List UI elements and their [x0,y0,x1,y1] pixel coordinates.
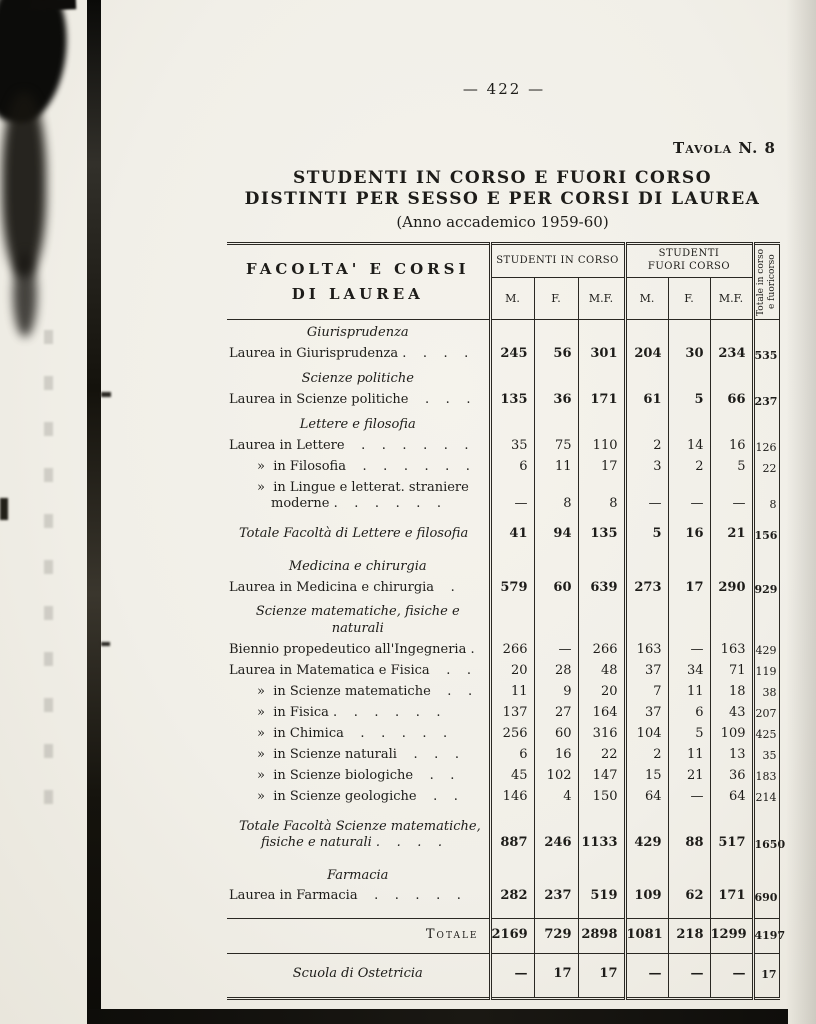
cell-value [625,366,668,391]
cell-value: 266 [490,640,534,661]
cell-value: 9 [534,682,578,703]
cell-value [710,412,753,437]
cell-value [578,599,625,640]
cell-value: 36 [710,766,753,787]
cell-value: 135 [490,391,534,412]
row-label: » in Chimica . . . . . [227,724,490,745]
cell-value: — [625,479,668,516]
cell-value: 21 [710,515,753,553]
cell-value: — [668,640,710,661]
table-row [227,366,779,391]
table-row [227,724,779,745]
cell-value: 27 [534,703,578,724]
cell-value: 234 [710,345,753,366]
row-label: Totale Facoltà di Lettere e filosofia [227,515,490,553]
cell-value: 11 [668,745,710,766]
cell-value [625,320,668,345]
cell-value: 156 [753,515,779,553]
cell-value [534,599,578,640]
cell-value [753,412,779,437]
cell-value [490,366,534,391]
total-column-header-text: Totale in corso e fuoricorso [755,248,777,316]
cell-value: 535 [753,345,779,366]
table-header [227,244,779,320]
cell-value: 2 [625,745,668,766]
cell-value: 15 [625,766,668,787]
cell-value [753,599,779,640]
scan-dash-2 [101,642,110,646]
cell-value [490,599,534,640]
table-row [227,640,779,661]
cell-value [490,320,534,345]
cell-value: — [534,640,578,661]
cell-value: — [490,479,534,516]
cell-value [534,320,578,345]
cell-value: 104 [625,724,668,745]
cell-value: 109 [710,724,753,745]
cell-value: 929 [753,578,779,599]
cell-value: 64 [625,787,668,808]
cell-value: 17 [534,953,578,998]
row-label: Laurea in Lettere . . . . . . [227,437,490,458]
cell-value: 17 [753,953,779,998]
tavola-label: Tavola N. 8 [673,139,776,157]
cell-value: — [710,953,753,998]
cell-value: 429 [753,640,779,661]
cell-value [625,553,668,578]
cell-value [534,412,578,437]
table-row [227,682,779,703]
cell-value [668,862,710,887]
cell-value: 18 [710,682,753,703]
cell-value [710,366,753,391]
table-row [227,437,779,458]
cell-value: 579 [490,578,534,599]
cell-value: 8 [534,479,578,516]
cell-value: 8 [578,479,625,516]
cell-value: 17 [578,458,625,479]
cell-value [625,412,668,437]
cell-value: 75 [534,437,578,458]
scan-smudges [44,330,53,810]
row-label: Totale Facoltà Scienze matematiche, fisiche e naturali . . . . [227,808,490,863]
cell-value: 4197 [753,918,779,953]
row-label: » in Scienze biologiche . . [227,766,490,787]
cell-value: 3 [625,458,668,479]
cell-value: 1650 [753,808,779,863]
cell-value [578,862,625,887]
page-edge-shade [786,0,816,1024]
cell-value: 109 [625,887,668,918]
cell-value [753,366,779,391]
table-row [227,953,779,998]
table-row [227,918,779,953]
cell-value: 45 [490,766,534,787]
cell-value: — [490,953,534,998]
cell-value: 4 [534,787,578,808]
cell-value: 22 [753,458,779,479]
table-row [227,766,779,787]
cell-value: 20 [578,682,625,703]
cell-value: 690 [753,887,779,918]
subcol-f-2: F. [668,277,710,319]
cell-value: 17 [578,953,625,998]
row-label: Laurea in Farmacia . . . . . [227,887,490,918]
cell-value [668,320,710,345]
cell-value: 301 [578,345,625,366]
cell-value: 60 [534,724,578,745]
table-body [227,320,786,999]
cell-value: 16 [710,437,753,458]
cell-value: 71 [710,661,753,682]
cell-value: 38 [753,682,779,703]
table-row [227,862,779,887]
table-row [227,412,779,437]
table-row [227,578,779,599]
cell-value: 256 [490,724,534,745]
title-line-1: STUDENTI IN CORSO E FUORI CORSO [292,168,713,188]
table-row [227,553,779,578]
cell-value [578,366,625,391]
cell-value: 66 [710,391,753,412]
cell-value: 519 [578,887,625,918]
cell-value: 266 [578,640,625,661]
cell-value: 245 [490,345,534,366]
cell-value: 2898 [578,918,625,953]
cell-value: 11 [668,682,710,703]
table-row [227,320,779,345]
table-row [227,391,779,412]
cell-value: 37 [625,703,668,724]
cell-value: 36 [534,391,578,412]
table-row [227,515,779,553]
row-label: » in Lingue e letterat. straniere moderne . . . . . . [227,479,490,516]
cell-value [710,599,753,640]
subcol-mf-2: M.F. [710,277,753,319]
cell-value [753,320,779,345]
cell-value: 1299 [710,918,753,953]
row-label: Totale [227,918,490,953]
cell-value: — [668,479,710,516]
cell-value: 5 [668,724,710,745]
cell-value: 135 [578,515,625,553]
row-label: Scienze matematiche, fisiche e naturali [227,599,490,640]
scan-mark-left [0,498,8,520]
cell-value: 11 [534,458,578,479]
binding-strip [87,0,101,1024]
subcol-f-1: F. [534,277,578,319]
cell-value [710,862,753,887]
cell-value [578,320,625,345]
students-table [227,242,786,1000]
cell-value [534,553,578,578]
row-label: » in Filosofia . . . . . . [227,458,490,479]
cell-value: 64 [710,787,753,808]
row-label: Laurea in Giurisprudenza . . . . [227,345,490,366]
cell-value: — [625,953,668,998]
table-row [227,458,779,479]
binding-shadow-mid [2,92,46,277]
cell-value: 2 [668,458,710,479]
row-label: Medicina e chirurgia [227,553,490,578]
cell-value: 183 [753,766,779,787]
cell-value: 517 [710,808,753,863]
cell-value: 28 [534,661,578,682]
cell-value: 30 [668,345,710,366]
subtitle: (Anno accademico 1959-60) [396,213,609,231]
table-row [227,599,779,640]
cell-value: 56 [534,345,578,366]
cell-value: 7 [625,682,668,703]
row-label: Laurea in Scienze politiche . . . [227,391,490,412]
cell-value: 5 [668,391,710,412]
cell-value [490,412,534,437]
scan-mark-top [30,0,76,11]
table-row [227,661,779,682]
cell-value: 137 [490,703,534,724]
scan-dash-1 [101,392,111,397]
page-number: — 422 — [462,80,546,98]
cell-value [668,366,710,391]
title-block [160,168,816,231]
cell-value: 171 [710,887,753,918]
cell-value: 147 [578,766,625,787]
cell-value: 2169 [490,918,534,953]
row-label: » in Scienze naturali . . . [227,745,490,766]
cell-value: 163 [625,640,668,661]
cell-value: 35 [753,745,779,766]
cell-value: 48 [578,661,625,682]
cell-value: 5 [710,458,753,479]
cell-value [578,412,625,437]
group-fuori-corso-header: STUDENTI FUORI CORSO [625,244,753,278]
table-row [227,745,779,766]
cell-value: 639 [578,578,625,599]
table-row [227,887,779,918]
cell-value: 5 [625,515,668,553]
cell-value: — [668,953,710,998]
cell-value: 171 [578,391,625,412]
cell-value: 6 [668,703,710,724]
cell-value: 62 [668,887,710,918]
table-row [227,787,779,808]
cell-value [668,599,710,640]
cell-value: 119 [753,661,779,682]
table-row [227,345,779,366]
cell-value: 16 [668,515,710,553]
cell-value [668,553,710,578]
cell-value: 316 [578,724,625,745]
row-label: Farmacia [227,862,490,887]
table-row [227,479,779,516]
cell-value: 146 [490,787,534,808]
cell-value [753,553,779,578]
cell-value: 214 [753,787,779,808]
cell-value: 207 [753,703,779,724]
title-line-2: DISTINTI PER SESSO E PER CORSI DI LAUREA [244,189,761,209]
row-label: » in Scienze matematiche . . [227,682,490,703]
cell-value: 273 [625,578,668,599]
total-column-header [753,244,779,320]
cell-value: 6 [490,745,534,766]
cell-value: 2 [625,437,668,458]
row-label: Biennio propedeutico all'Ingegneria . [227,640,490,661]
subcol-m-2: M. [625,277,668,319]
cell-value: 17 [668,578,710,599]
faculty-column-header [227,244,490,320]
row-label: » in Scienze geologiche . . [227,787,490,808]
cell-value: 425 [753,724,779,745]
cell-value: 729 [534,918,578,953]
cell-value: 6 [490,458,534,479]
cell-value: 14 [668,437,710,458]
cell-value [490,862,534,887]
cell-value: 163 [710,640,753,661]
cell-value: 11 [490,682,534,703]
group-in-corso-header: STUDENTI IN CORSO [490,244,625,278]
cell-value: 35 [490,437,534,458]
row-label: Scuola di Ostetricia [227,953,490,998]
cell-value: 237 [753,391,779,412]
cell-value [534,366,578,391]
cell-value: 150 [578,787,625,808]
cell-value [710,320,753,345]
faculty-header-line1: FACOLTA' E CORSI [245,259,470,278]
cell-value: 37 [625,661,668,682]
cell-value [490,553,534,578]
cell-value [578,553,625,578]
cell-value [710,553,753,578]
row-label: Laurea in Medicina e chirurgia . [227,578,490,599]
cell-value: 282 [490,887,534,918]
cell-value: 41 [490,515,534,553]
table-row [227,703,779,724]
subcol-mf-1: M.F. [578,277,625,319]
cell-value: 43 [710,703,753,724]
cell-value: 34 [668,661,710,682]
cell-value: 204 [625,345,668,366]
cell-value: 8 [753,479,779,516]
cell-value [534,862,578,887]
cell-value: 1081 [625,918,668,953]
cell-value [668,412,710,437]
cell-value: 13 [710,745,753,766]
cell-value: 887 [490,808,534,863]
row-label: » in Fisica . . . . . . [227,703,490,724]
cell-value: 246 [534,808,578,863]
cell-value: 88 [668,808,710,863]
row-label: Scienze politiche [227,366,490,391]
cell-value: 61 [625,391,668,412]
cell-value: 290 [710,578,753,599]
cell-value: 94 [534,515,578,553]
row-label: Lettere e filosofia [227,412,490,437]
cell-value: 126 [753,437,779,458]
cell-value: 102 [534,766,578,787]
cell-value: 1133 [578,808,625,863]
cell-value: 429 [625,808,668,863]
cell-value [753,862,779,887]
cell-value: 20 [490,661,534,682]
cell-value: 164 [578,703,625,724]
cell-value: 218 [668,918,710,953]
cell-value: 237 [534,887,578,918]
cell-value: 110 [578,437,625,458]
cell-value: 60 [534,578,578,599]
faculty-header-line2: DI LAUREA [291,285,424,303]
row-label: Laurea in Matematica e Fisica . . [227,661,490,682]
subcol-m-1: M. [490,277,534,319]
row-label: Giurisprudenza [227,320,490,345]
cell-value: 16 [534,745,578,766]
bottom-scan-band [88,1009,788,1024]
cell-value [625,862,668,887]
cell-value [625,599,668,640]
cell-value: 21 [668,766,710,787]
binding-shadow-low [13,252,37,337]
cell-value: — [710,479,753,516]
table-row [227,808,779,863]
cell-value: 22 [578,745,625,766]
cell-value: — [668,787,710,808]
